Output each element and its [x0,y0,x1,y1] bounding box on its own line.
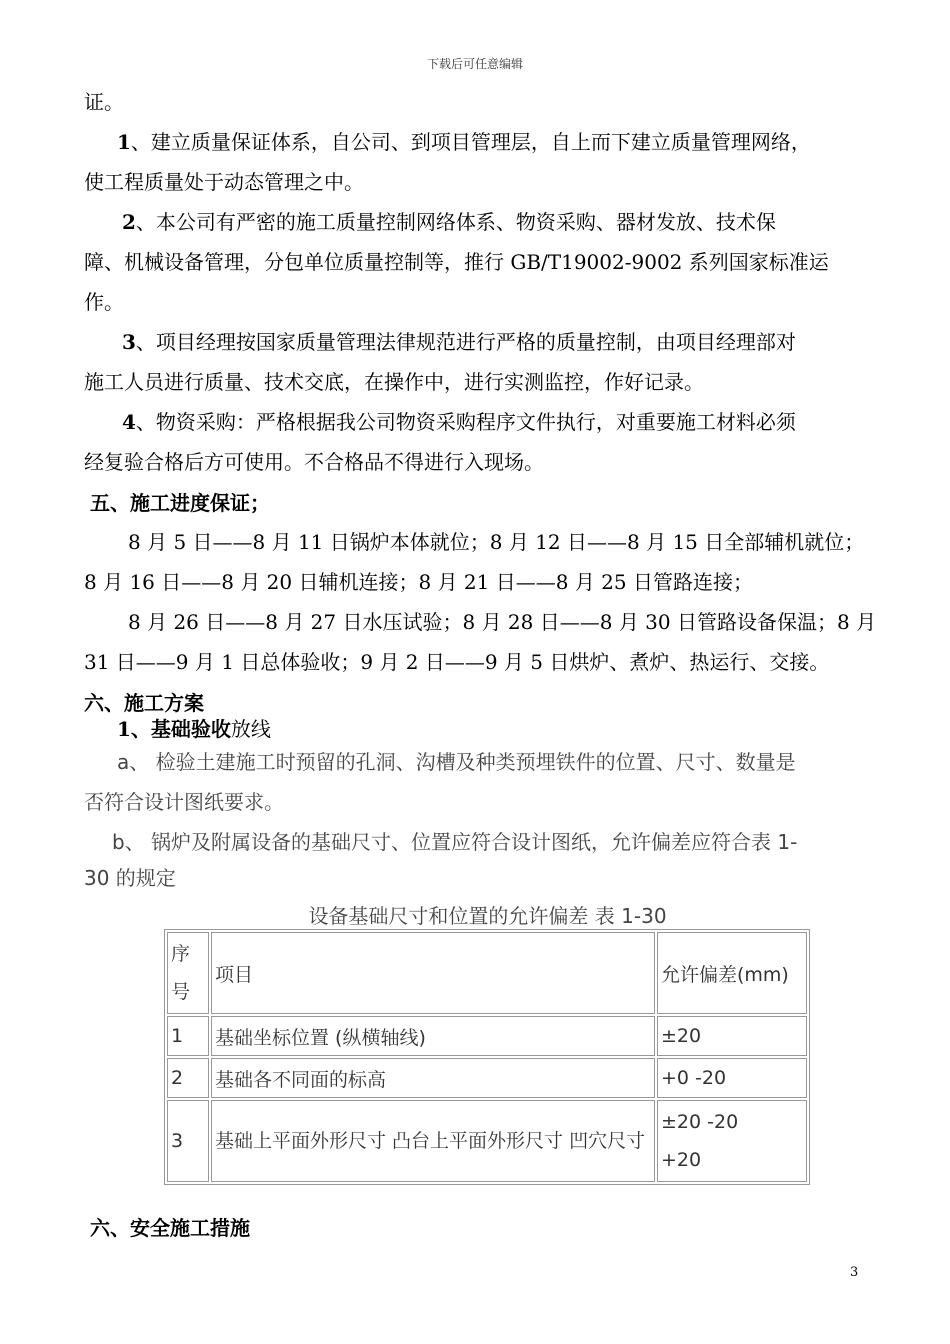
paragraph-3-line-1 [122,322,796,362]
cell-no: 1 [167,1016,209,1056]
table-row [167,1058,807,1098]
tolerance-line-1: ±20 -20 [661,1111,739,1133]
paragraph-2-line-2: 障、机械设备管理，分包单位质量控制等，推行 GB/T19002-9002 系列国家标准运 [84,250,829,274]
cell-no: 2 [167,1058,209,1098]
cell-tolerance: ±20 [657,1016,807,1056]
cell-tolerance [657,1100,807,1182]
item-number: 2 [122,210,136,234]
schedule-line-3: 8 月 26 日——8 月 27 日水压试验；8 月 28 日——8 月 30 日管路设备保温；8 月 [128,610,877,634]
check-b-line-1: b、 锅炉及附属设备的基础尺寸、位置应符合设计图纸，允许偏差应符合表 1- [112,830,798,854]
schedule-line-1: 8 月 5 日——8 月 11 日锅炉本体就位；8 月 12 日——8 月 15 日全部辅机就位； [128,530,865,554]
paragraph-1-line-2: 使工程质量处于动态管理之中。 [84,170,364,194]
paragraph-text: 、项目经理按国家质量管理法律规范进行严格的质量控制，由项目经理部对 [135,330,796,354]
safety-section-heading: 六、安全施工措施 [90,1216,250,1240]
subsection-title-rest: 放线 [230,717,271,741]
section-6-heading: 六、施工方案 [84,691,204,715]
schedule-line-2: 8 月 16 日——8 月 20 日辅机连接；8 月 21 日——8 月 25 日管路连接； [84,570,753,594]
paragraph-text: 、建立质量保证体系，自公司、到项目管理层，自上而下建立质量管理网络， [130,130,811,154]
paragraph-4-line-2: 经复验合格后方可使用。不合格品不得进行入现场。 [84,450,544,474]
paragraph-continuation: 证。 [84,90,124,114]
item-number: 4 [122,410,136,434]
cell-item: 基础上平面外形尺寸 凸台上平面外形尺寸 凹穴尺寸 [211,1100,655,1182]
table-row [167,1016,807,1056]
tolerance-table [164,929,810,1185]
section-5-heading: 五、施工进度保证； [90,491,270,515]
schedule-line-4: 31 日——9 月 1 日总体验收；9 月 2 日——9 月 5 日烘炉、煮炉、热运行、交接。 [84,650,830,674]
paragraph-2-line-3: 作。 [84,290,124,314]
cell-no: 3 [167,1100,209,1182]
subsection-1-title [117,714,271,744]
paragraph-4-line-1 [122,402,796,442]
table-header-row [167,932,807,1014]
table-row [167,1100,807,1182]
cell-tolerance: +0 -20 [657,1058,807,1098]
cell-item: 基础各不同面的标高 [211,1058,655,1098]
header-cell-item: 项目 [211,932,655,1014]
cell-item: 基础坐标位置 (纵横轴线) [211,1016,655,1056]
check-b-line-2: 30 的规定 [84,866,176,890]
page-header: 下载后可任意编辑 [426,57,523,71]
check-a-line-1: a、 检验土建施工时预留的孔洞、沟槽及种类预埋铁件的位置、尺寸、数量是 [117,750,796,774]
page-number: 3 [850,1265,859,1280]
paragraph-text: 、物资采购：严格根据我公司物资采购程序文件执行，对重要施工材料必须 [135,410,796,434]
table-caption: 设备基础尺寸和位置的允许偏差 表 1-30 [308,904,667,928]
check-a-line-2: 否符合设计图纸要求。 [84,790,284,814]
item-number: 3 [122,330,136,354]
header-cell-no: 序号 [167,932,209,1014]
paragraph-3-line-2: 施工人员进行质量、技术交底，在操作中，进行实测监控，作好记录。 [84,370,704,394]
paragraph-1-line-1 [117,122,811,162]
header-cell-tolerance: 允许偏差(mm) [657,932,807,1014]
paragraph-2-line-1 [122,202,776,242]
subsection-title-bold: 1、基础验收 [117,717,231,741]
tolerance-line-2: +20 [661,1149,702,1171]
item-number: 1 [117,130,131,154]
paragraph-text: 、本公司有严密的施工质量控制网络体系、物资采购、器材发放、技术保 [135,210,776,234]
